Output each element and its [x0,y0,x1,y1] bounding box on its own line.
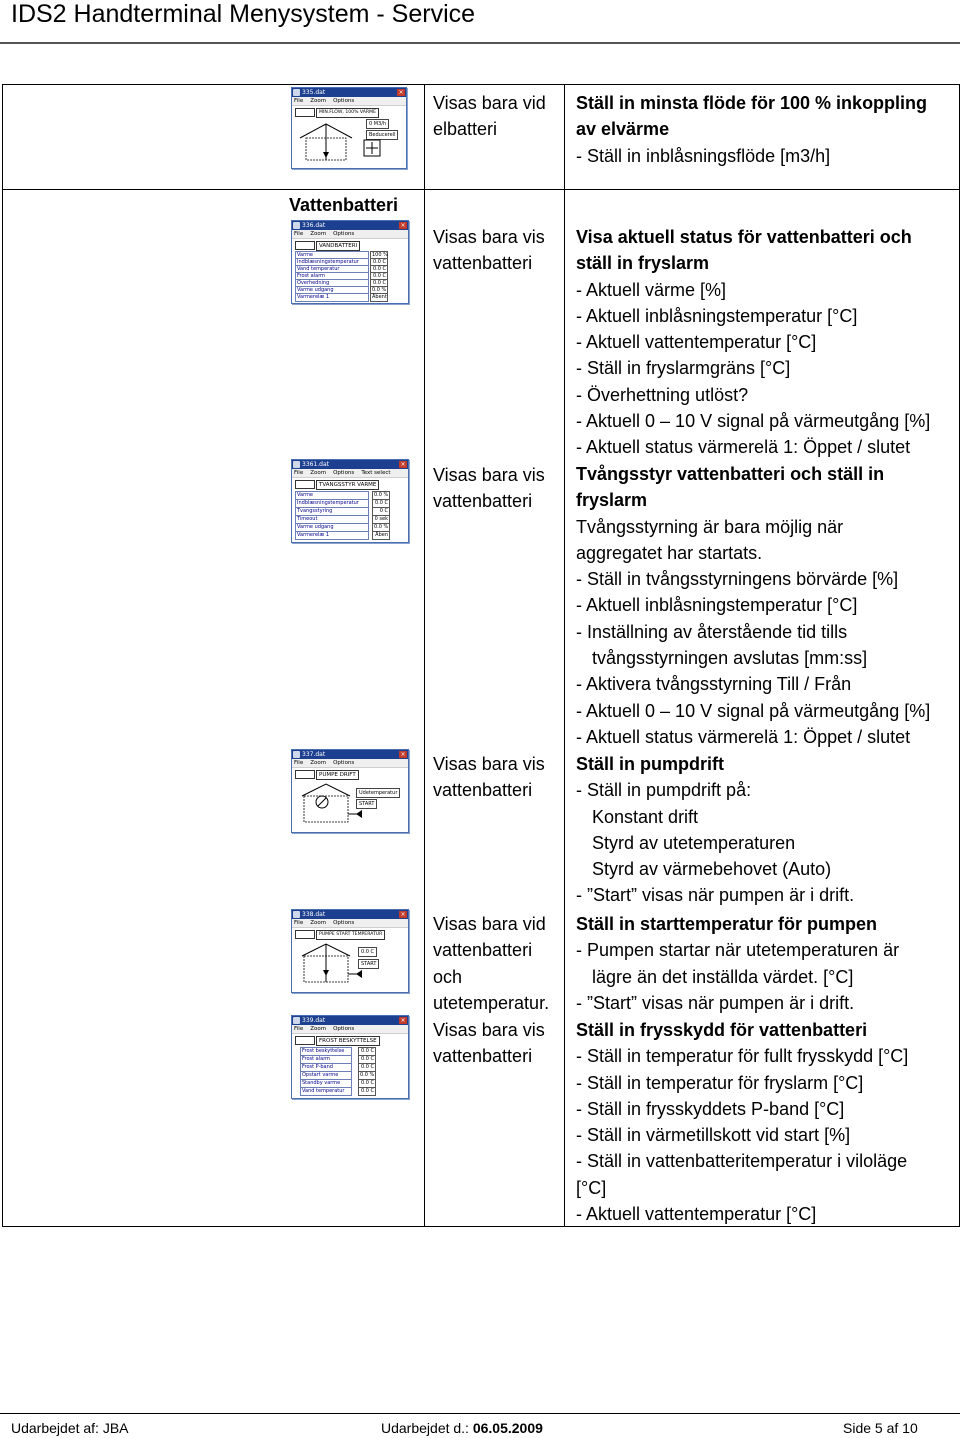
close-icon: × [400,461,406,468]
screen-338 [291,909,409,993]
close-icon: × [400,751,406,758]
field-value: 0.0 % [374,492,389,498]
footer-date-label: Udarbejdet d.: [381,1420,473,1436]
nav-arrows-icon [295,1036,315,1045]
screen-heading: PUMPE DRIFT [316,770,359,780]
screen-heading: TVANGSSTYR VARME [316,480,379,490]
field-label: Indblæsningstemperatur [295,258,369,267]
field-value: 0.0 C [370,279,388,288]
description-forced-control: Tvångsstyr vattenbatteri och ställ in fryslarm Tvångsstyrning är bara möjlig när aggregatet har startats. - Ställ in tvångsstyrningens börvärde [%] - Aktuell inblåsningstemperatur [°C] - Inställning av återstående tid tills tvångsstyrningen avslutas [mm:ss] - Aktivera tvångsstyrning Till / Från - Aktuell 0 – 10 V signal på värmeutgång [%] - Aktuell status värmerelä 1: Öppet / slutet [576,464,931,747]
field-value: Åbent [372,294,387,300]
field-label: Vand temperatur [300,1087,352,1096]
note-cell [425,190,565,1227]
field-value: 0.0 C [370,258,388,267]
field-value: 0.0 C [358,1087,376,1096]
field-value: 100 % [372,252,388,258]
visibility-note: Visas bara vis vattenbatteri [433,754,545,801]
field-value: 0.0 C [358,1047,376,1056]
nav-arrows-icon [295,930,315,939]
window-icon [293,911,300,918]
field-value: 0.0 C [358,1079,376,1088]
description-pump-operation: Ställ in pumpdrift - Ställ in pumpdrift på: Konstant drift Styrd av utetemperaturen Styrd av värmebehovet (Auto) - ”Start” visas när pumpen är i drift. [576,754,855,906]
field-label: Standby varme [300,1079,352,1088]
field-label: Frost alarm [295,272,369,281]
window-icon [293,461,300,468]
field-label: Varme udgang [295,286,369,295]
menu-bar: File Zoom Options [292,230,408,239]
window-icon [293,89,300,96]
field-value: 0.0 C [358,1055,376,1064]
screen-heading: VANDBATTERI [316,241,360,251]
nav-arrows-icon [295,108,315,117]
field-label: Frost P-band [300,1063,352,1072]
menu-bar: File Zoom Options Text select [292,469,408,478]
screen-value-2: Beducerell [366,130,398,140]
menu-bar: File Zoom Options [292,919,408,928]
window-title: 339.dat [302,1017,326,1024]
window-title: 3361.dat [302,461,330,468]
field-label: Opstart varme [300,1071,352,1080]
visibility-note: Visas bara vid vattenbatteri och utetemperatur. [433,914,550,1013]
field-value: 0.0 C [370,272,388,281]
field-value: 0.0 % [372,287,387,293]
description-pump-start-temperature: Ställ in starttemperatur för pumpen - Pumpen startar när utetemperaturen är lägre än det inställda värdet. [°C] - ”Start” visas när pumpen är i drift. [576,914,900,1013]
footer-divider [0,1413,960,1414]
field-value: 0 sek [372,515,390,524]
fan-diagram-icon [296,118,402,164]
nav-arrows-icon [295,770,315,779]
section-heading: Vattenbatteri [289,195,399,215]
close-icon: × [400,1017,406,1024]
window-icon [293,1017,300,1024]
footer-page-number: Side 5 af 10 [843,1420,918,1436]
nav-arrows-icon [295,241,315,250]
visibility-note: Visas bara vis vattenbatteri [433,465,545,512]
window-title: 337.dat [302,751,326,758]
field-label: Frost beskyttelse [300,1047,352,1056]
field-label: Varme udgang [295,523,369,532]
footer-date [381,1418,543,1438]
start-indicator: START [358,959,379,969]
field-value: 0.0 C [358,1063,376,1072]
window-title: 335.dat [302,89,326,96]
field-label: Timeout [295,515,369,524]
field-label: Tvangsstyring [295,507,369,516]
field-label: Overhedning [295,279,369,288]
field-label: Indblæsningstemperatur [295,499,369,508]
pump-diagram-icon [296,780,404,830]
screen-336 [291,220,409,304]
screen-heading: FROST BESKYTTELSE [316,1036,380,1046]
field-value: Åben [372,531,390,540]
window-icon [293,751,300,758]
field-value: 0.0 C [372,499,390,508]
window-title: 338.dat [302,911,326,918]
field-label: Varmerelæ 1 [295,531,369,540]
screen-335 [291,87,407,169]
field-value: 0 C [372,507,390,516]
window-title: 336.dat [302,222,326,229]
screen-339 [291,1015,409,1099]
window-icon [293,222,300,229]
field-label: Vand temperatur [295,265,369,274]
footer-author: Udarbejdet af: JBA [11,1420,129,1436]
outdoor-temperature-box: Udetemperatur [356,788,400,798]
menu-bar: File Zoom Options [292,759,408,768]
visibility-note: Visas bara vis vattenbatteri [433,1020,545,1067]
menu-bar: File Zoom Options [292,97,406,106]
field-label: Frost alarm [300,1055,352,1064]
screen-value: 0 M3/h [366,119,389,129]
visibility-note: Visas bara vid elbatteri [433,93,546,140]
field-label: Varme [295,251,369,260]
description-frost-protection: Ställ in frysskydd för vattenbatteri - Ställ in temperatur för fullt frysskydd [°C] - Ställ in temperatur för fryslarm [°C] - Ställ in frysskyddets P-band [°C] - Ställ in värmetillskott vid start [%] - Ställ in vattenbatteritemperatur i viloläge [°C] - Aktuell vattentemperatur [°C] [576,1020,909,1225]
menu-bar: File Zoom Options [292,1025,408,1034]
start-temperature-box: 0.0 C [358,947,377,957]
field-value: 0.0 C [370,265,388,274]
start-indicator: START [356,799,377,809]
screen-3361 [291,459,409,543]
screen-heading: PUMPE START TEMPERATUR [316,930,385,940]
description-status: Visa aktuell status för vattenbatteri och ställ in fryslarm - Aktuell värme [%] - Aktuell inblåsningstemperatur [°C] - Aktuell vattentemperatur [°C] - Ställ in fryslarmgräns [°C] - Överhettning utlöst? - Aktuell 0 – 10 V signal på värmeutgång [%] - Aktuell status värmerelä 1: Öppet / slutet [576,227,931,458]
screen-heading: MIN.FLOW, 100% VARME [316,108,379,118]
close-icon: × [398,89,404,96]
field-label: Varmerelæ 1 [295,293,369,302]
field-label: Varme [295,491,369,500]
page-title: IDS2 Handterminal Menysystem - Service [11,0,476,28]
close-icon: × [400,911,406,918]
field-value: 0.0 % [374,524,389,530]
visibility-note: Visas bara vis vattenbatteri [433,227,545,274]
close-icon: × [400,222,406,229]
field-value: 0.0 % [360,1072,375,1078]
title-divider [0,42,960,44]
description-elvarme: Ställ in minsta flöde för 100 % inkoppling av elvärme - Ställ in inblåsningsflöde [m3/h] [576,93,928,166]
footer-date-value: 06.05.2009 [472,1420,543,1436]
nav-arrows-icon [295,480,315,489]
screen-337 [291,749,409,833]
pump-diagram-icon [296,940,404,990]
